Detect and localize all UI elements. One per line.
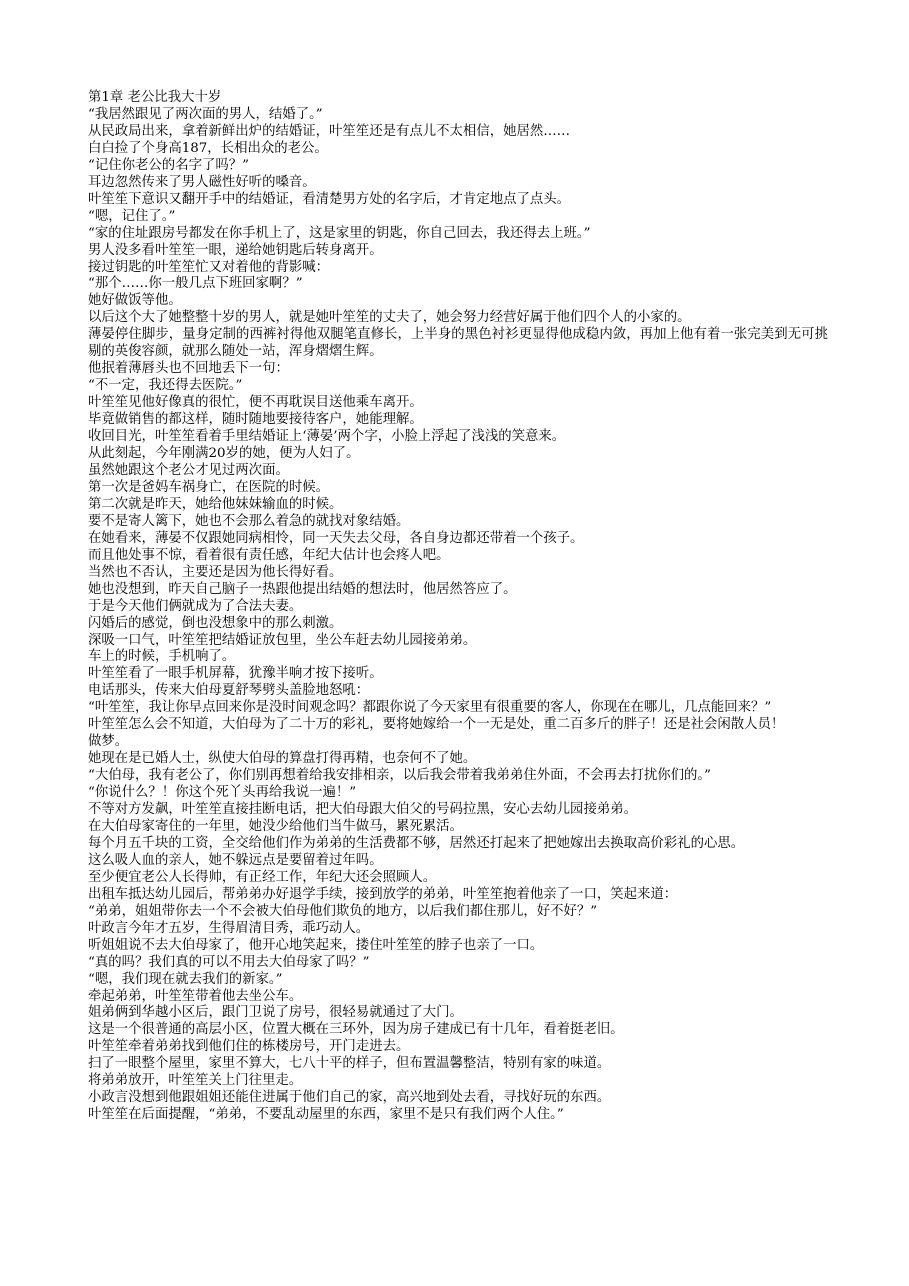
paragraph: 闪婚后的感觉，倒也没想象中的那么刺激。 [88, 615, 343, 631]
paragraph: “我居然跟见了两次面的男人，结婚了。” [88, 106, 323, 122]
paragraph: 薄晏停住脚步，量身定制的西裤衬得他双腿笔直修长，上半身的黑色衬衫更显得他成稳内敛，再加上他有着一张完美到无可挑剔的英俊容颜，就那么随处一站，浑身熠熠生辉。 [88, 327, 828, 360]
paragraph: 她也没想到，昨天自己脑子一热跟他提出结婚的想法时，他居然答应了。 [88, 581, 517, 597]
paragraph: 叶笙笙下意识又翻开手中的结婚证，看清楚男方处的名字后，才肯定地点了点头。 [88, 191, 571, 207]
paragraph: “你说什么？！你这个死丫头再给我说一遍！” [88, 785, 357, 801]
paragraph: 而且他处事不惊，看着很有责任感，年纪大估计也会疼人吧。 [88, 547, 450, 563]
paragraph: 于是今天他们俩就成为了合法夫妻。 [88, 598, 303, 614]
paragraph: 每个月五千块的工资，全交给他们作为弟弟的生活费都不够，居然还打起来了把她嫁出去换取高价彩礼的心思。 [88, 835, 745, 851]
paragraph: 耳边忽然传来了男人磁性好听的嗓音。 [88, 174, 316, 190]
paragraph: 在她看来，薄晏不仅跟她同病相怜，同一天失去父母，各自身边都还带着一个孩子。 [88, 530, 584, 546]
paragraph: 至少便宜老公人长得帅，有正经工作，年纪大还会照顾人。 [88, 869, 437, 885]
paragraph: 收回目光，叶笙笙看着手里结婚证上‘薄晏’两个字，小脸上浮起了浅浅的笑意来。 [88, 429, 566, 445]
paragraph: 扫了一眼整个屋里，家里不算大，七八十平的样子，但布置温馨整洁，特别有家的味道。 [88, 1056, 611, 1072]
paragraph: “那个……你一般几点下班回家啊？” [88, 276, 303, 292]
paragraph: 这么吸人血的亲人，她不躲远点是要留着过年吗。 [88, 852, 383, 868]
paragraph: “记住你老公的名字了吗？” [88, 157, 249, 173]
paragraph: 白白捡了个身高187，长相出众的老公。 [88, 140, 328, 156]
paragraph: “大伯母，我有老公了，你们别再想着给我安排相亲，以后我会带着我弟弟住外面，不会再去打扰你们的。” [88, 768, 711, 784]
document-page [88, 90, 828, 1124]
paragraph: 她现在是已婚人士，纵使大伯母的算盘打得再精，也奈何不了她。 [88, 751, 477, 767]
paragraph: “嗯，我们现在就去我们的新家。” [88, 971, 283, 987]
paragraph: “叶笙笙，我让你早点回来你是没时间观念吗？都跟你说了今天家里有很重要的客人，你现在在哪儿，几点能回来？” [88, 700, 772, 716]
paragraph: 叶笙笙在后面提醒，“弟弟，不要乱动屋里的东西，家里不是只有我们两个人住。” [88, 1107, 564, 1123]
paragraph: 从民政局出来，拿着新鲜出炉的结婚证，叶笙笙还是有点儿不太相信，她居然…… [88, 123, 571, 139]
paragraph: 从此刻起，今年刚满20岁的她，便为人妇了。 [88, 446, 360, 462]
paragraph: 将弟弟放开，叶笙笙关上门往里走。 [88, 1073, 303, 1089]
paragraph: 男人没多看叶笙笙一眼，递给她钥匙后转身离开。 [88, 242, 383, 258]
paragraph: 虽然她跟这个老公才见过两次面。 [88, 462, 289, 478]
paragraph: 叶笙笙牵着弟弟找到他们住的栋楼房号，开门走进去。 [88, 1039, 410, 1055]
paragraph: “弟弟，姐姐带你去一个不会被大伯母他们欺负的地方，以后我们都住那儿，好不好？” [88, 903, 598, 919]
paragraph: “嗯，记住了。” [88, 208, 176, 224]
paragraph: 毕竟做销售的都这样，随时随地要接待客户，她能理解。 [88, 412, 423, 428]
paragraph: 接过钥匙的叶笙笙忙又对着他的背影喊： [88, 259, 330, 275]
paragraph: 小政言没想到他跟姐姐还能住进属于他们自己的家，高兴地到处去看，寻找好玩的东西。 [88, 1090, 611, 1106]
paragraph: 不等对方发飙，叶笙笙直接挂断电话，把大伯母跟大伯父的号码拉黑，安心去幼儿园接弟弟。 [88, 802, 638, 818]
paragraph: “不一定，我还得去医院。” [88, 378, 243, 394]
paragraph: 叶政言今年才五岁，生得眉清目秀，乖巧动人。 [88, 920, 370, 936]
paragraph: 在大伯母家寄住的一年里，她没少给他们当牛做马，累死累活。 [88, 818, 463, 834]
paragraph: 牵起弟弟，叶笙笙带着他去坐公车。 [88, 988, 303, 1004]
paragraph: 电话那头，传来大伯母夏舒琴劈头盖脸地怒吼： [88, 683, 370, 699]
paragraph: 当然也不否认，主要还是因为他长得好看。 [88, 564, 343, 580]
paragraph: 她好做饭等他。 [88, 293, 182, 309]
paragraph: 出租车抵达幼儿园后，帮弟弟办好退学手续，接到放学的弟弟，叶笙笙抱着他亲了一口，笑起来道： [88, 886, 678, 902]
paragraph: 深吸一口气，叶笙笙把结婚证放包里，坐公车赶去幼儿园接弟弟。 [88, 632, 477, 648]
paragraph: “真的吗？我们真的可以不用去大伯母家了吗？” [88, 954, 370, 970]
paragraph: 叶笙笙看了一眼手机屏幕，犹豫半响才按下接听。 [88, 666, 383, 682]
paragraph: 第二次就是昨天，她给他妹妹输血的时候。 [88, 496, 343, 512]
paragraph: 叶笙笙见他好像真的很忙，便不再耽误目送他乘车离开。 [88, 395, 423, 411]
paragraph: 这是一个很普通的高层小区，位置大概在三环外，因为房子建成已有十几年，看着挺老旧。 [88, 1022, 624, 1038]
paragraph: 听姐姐说不去大伯母家了，他开心地笑起来，搂住叶笙笙的脖子也亲了一口。 [88, 937, 544, 953]
paragraph: 车上的时候，手机响了。 [88, 649, 236, 665]
chapter-title: 第1章 老公比我大十岁 [88, 90, 222, 105]
paragraph: 叶笙笙怎么会不知道，大伯母为了二十万的彩礼，要将她嫁给一个一无是处，重二百多斤的胖子！还是社会闲散人员！ [88, 717, 785, 733]
paragraph: 第一次是爸妈车祸身亡，在医院的时候。 [88, 479, 330, 495]
paragraph: 以后这个大了她整整十岁的男人，就是她叶笙笙的丈夫了，她会努力经营好属于他们四个人的小家的。 [88, 310, 691, 326]
paragraph: 做梦。 [88, 734, 129, 750]
chapter-body [88, 107, 828, 1124]
paragraph: 姐弟俩到华越小区后，跟门卫说了房号，很轻易就通过了大门。 [88, 1005, 463, 1021]
paragraph: 他抿着薄唇头也不回地丢下一句： [88, 361, 289, 377]
paragraph: 要不是寄人篱下，她也不会那么着急的就找对象结婚。 [88, 513, 410, 529]
paragraph: “家的住址跟房号都发在你手机上了，这是家里的钥匙，你自己回去，我还得去上班。” [88, 225, 591, 241]
